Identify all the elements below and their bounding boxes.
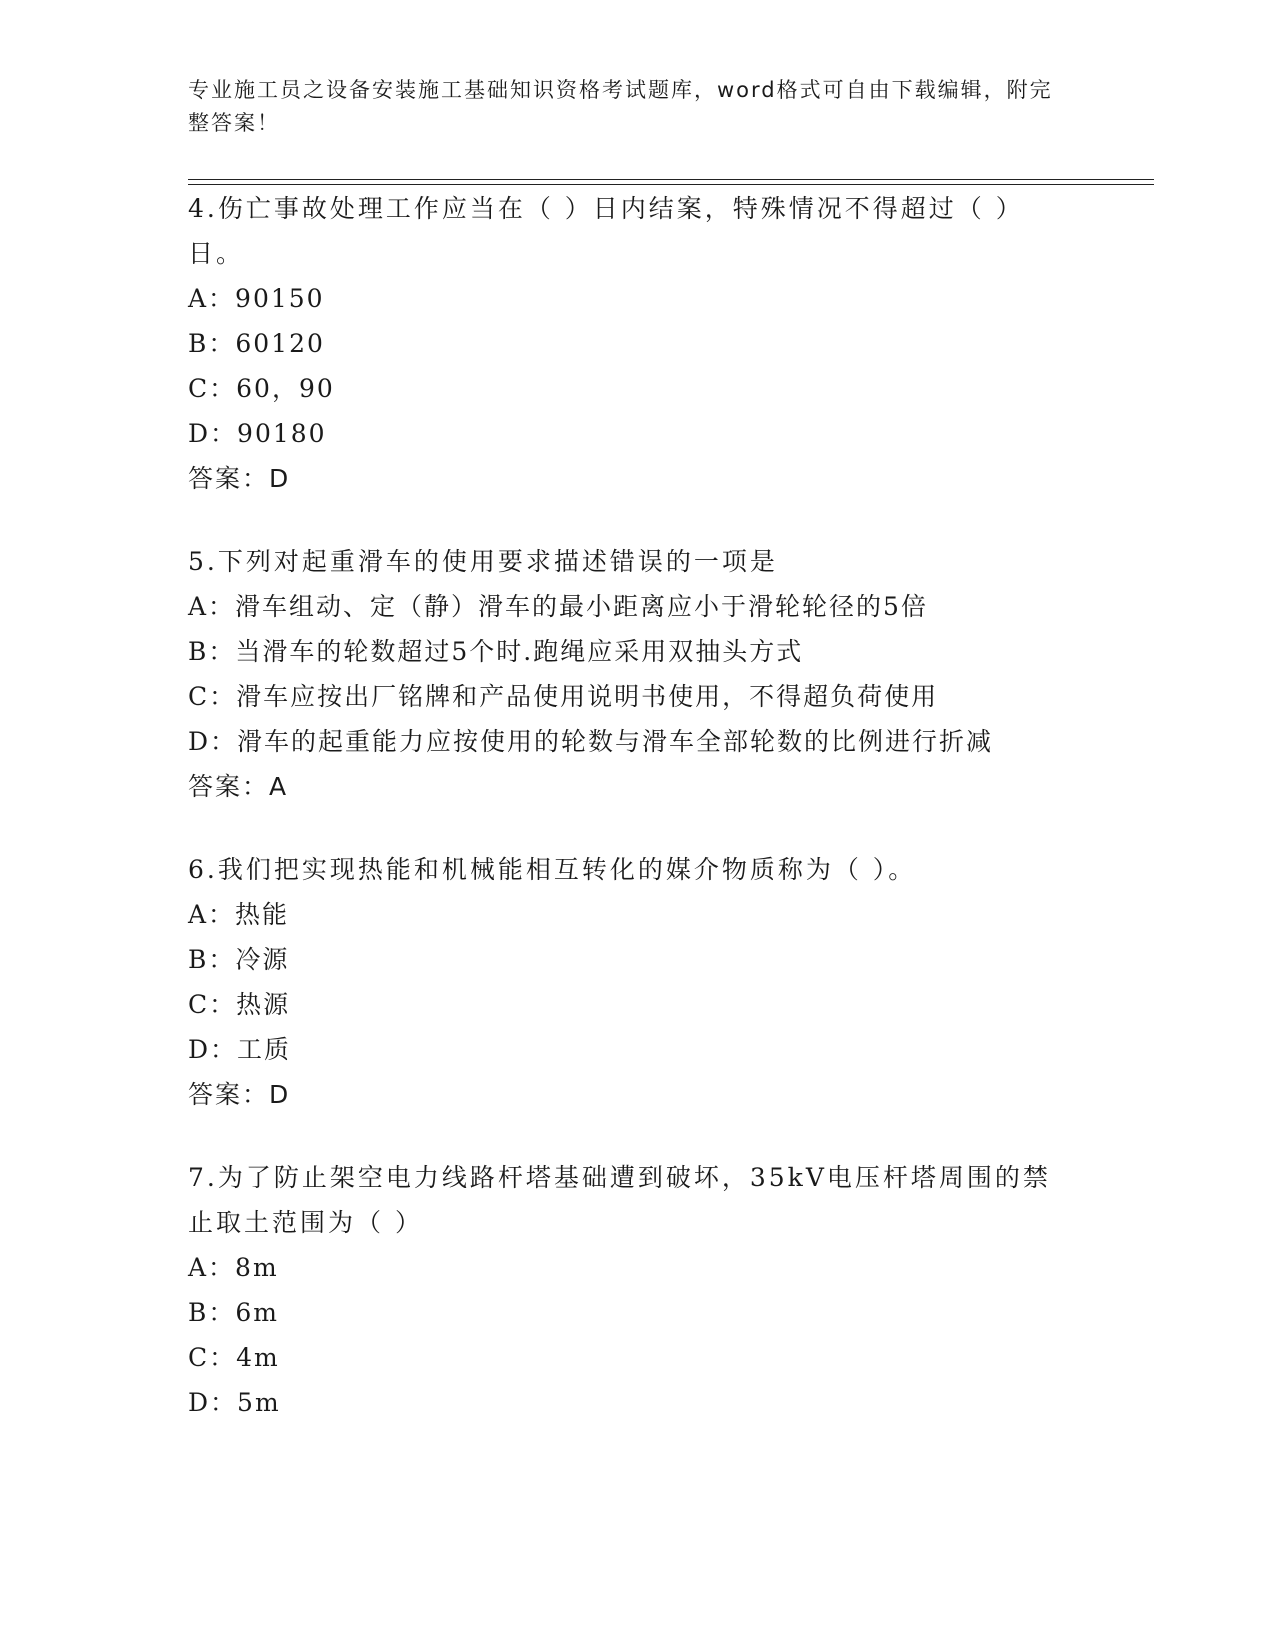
answer-line: 答案：D [188,464,291,493]
option-d: D：90180 [188,419,327,448]
option-d: D：滑车的起重能力应按使用的轮数与滑车全部轮数的比例进行折减 [188,727,994,756]
question-stem: 6.我们把实现热能和机械能相互转化的媒介物质称为（ ）。 [188,855,917,884]
option-d: D：工质 [188,1035,292,1064]
question-stem: 5.下列对起重滑车的使用要求描述错误的一项是 [188,547,778,576]
question-item [188,186,1068,501]
option-a: A：滑车组动、定（静）滑车的最小距离应小于滑轮轮径的5倍 [188,592,928,621]
question-item [188,1155,1068,1425]
option-b: B：冷源 [188,945,290,974]
option-c: C：滑车应按出厂铭牌和产品使用说明书使用，不得超负荷使用 [188,682,939,711]
option-c: C：60，90 [188,374,335,403]
option-a: A：8m [188,1253,279,1282]
option-b: B：60120 [188,329,325,358]
option-c: C：热源 [188,990,291,1019]
answer-line: 答案：A [188,772,289,801]
header-divider-top [188,179,1154,180]
option-a: A：热能 [188,900,290,929]
question-list [188,186,1068,1463]
option-d: D：5m [188,1388,281,1417]
question-stem: 4.伤亡事故处理工作应当在（ ）日内结案，特殊情况不得超过（ ）日。 [188,194,1024,268]
header-divider-bottom [188,184,1154,185]
question-stem: 7.为了防止架空电力线路杆塔基础遭到破坏，35kV电压杆塔周围的禁止取土范围为（ ） [188,1163,1051,1237]
question-item [188,539,1068,809]
option-a: A：90150 [188,284,325,313]
question-item [188,847,1068,1117]
option-b: B：当滑车的轮数超过5个时.跑绳应采用双抽头方式 [188,637,804,666]
option-b: B：6m [188,1298,279,1327]
document-header: 专业施工员之设备安装施工基础知识资格考试题库，word格式可自由下载编辑，附完整答案！ [188,78,1053,135]
answer-line: 答案：D [188,1080,291,1109]
option-c: C：4m [188,1343,280,1372]
